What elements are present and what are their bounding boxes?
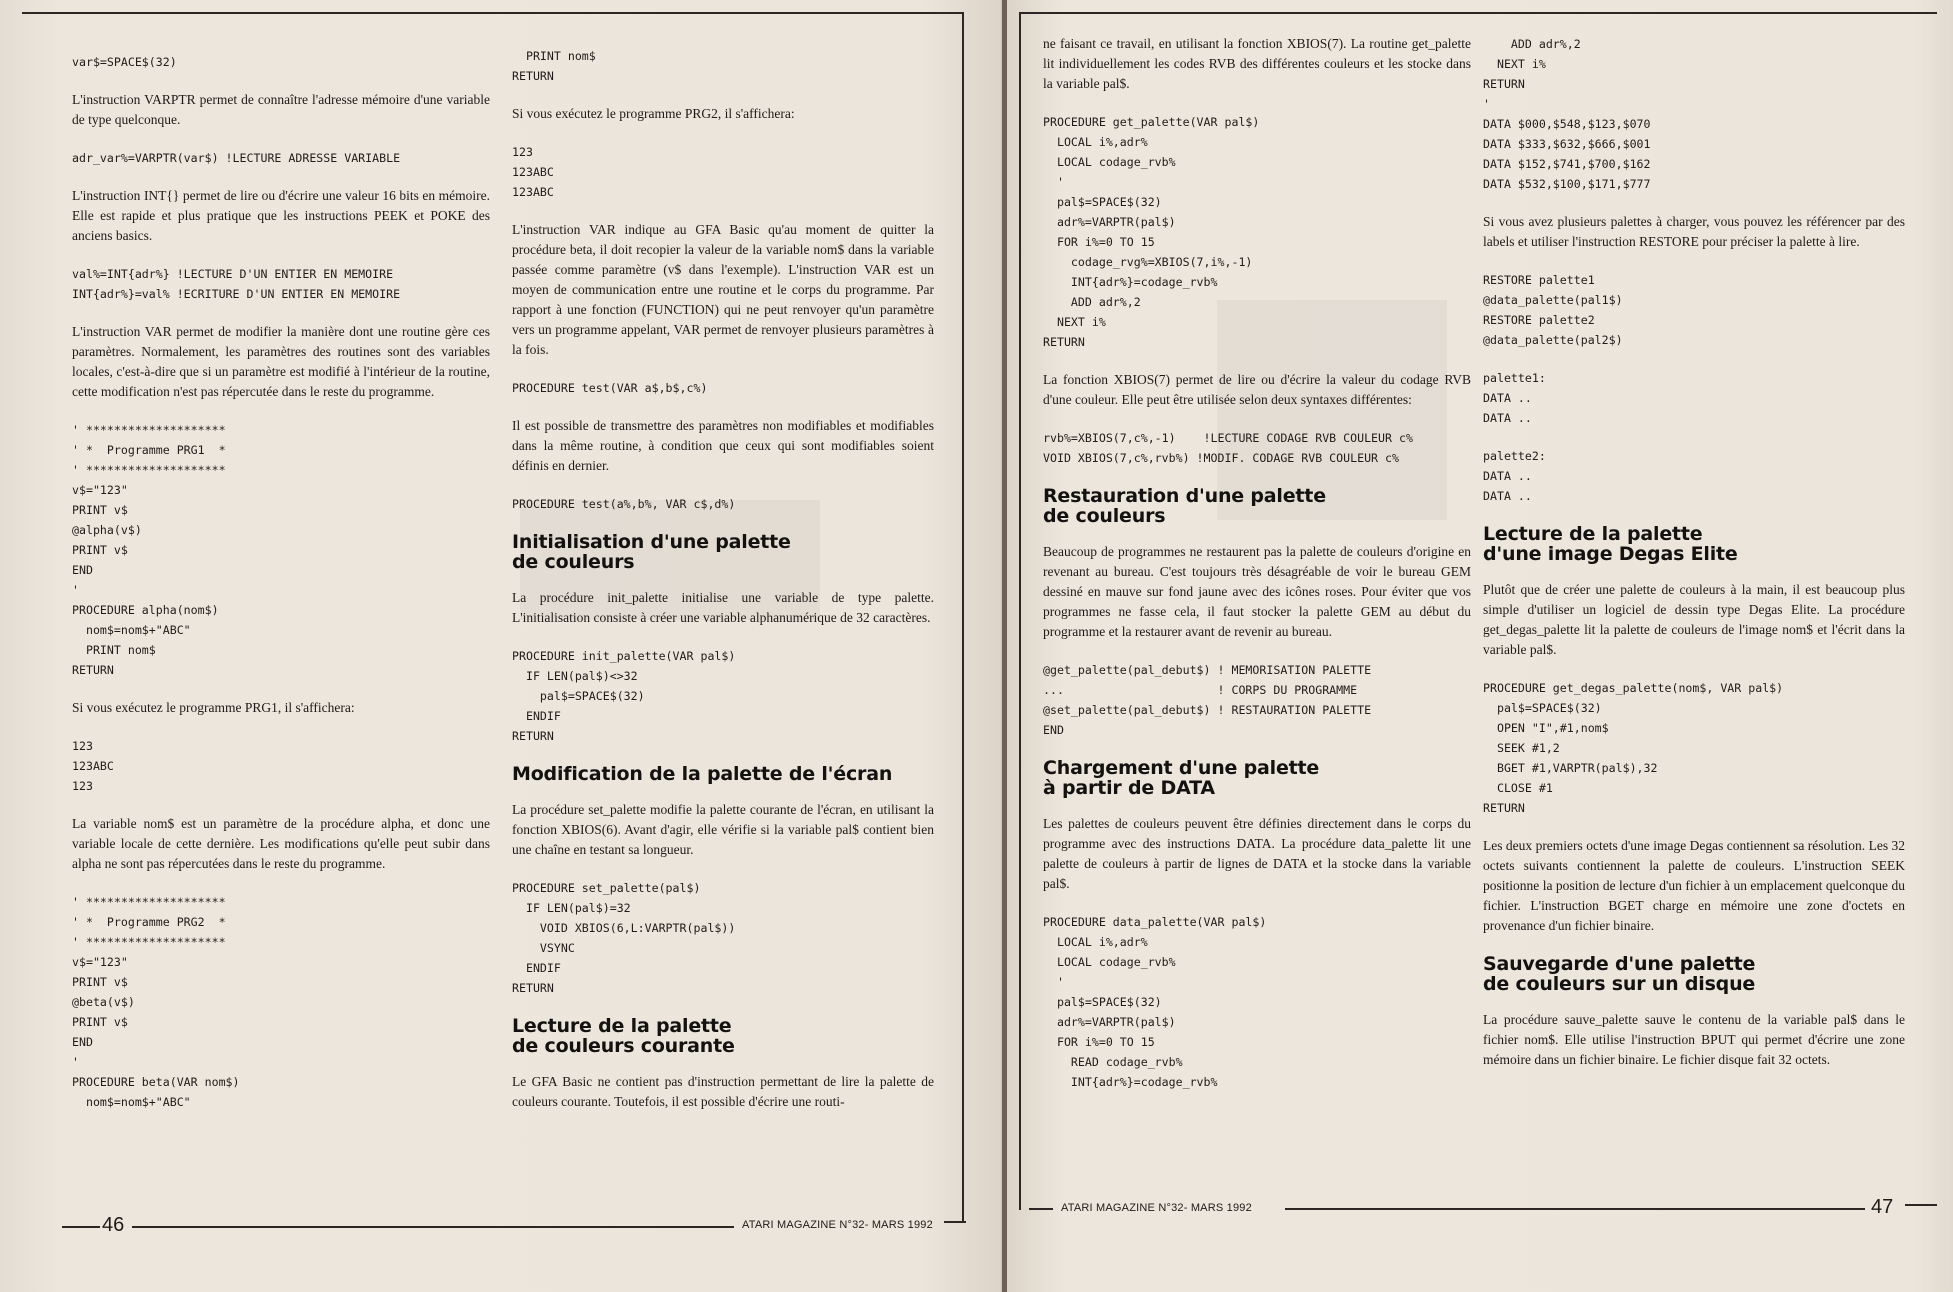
footer-rule bbox=[1285, 1208, 1865, 1210]
paragraph: Si vous exécutez le programme PRG1, il s'affichera: bbox=[72, 700, 355, 715]
code-block: RESTORE palette1 @data_palette(pal1$) RESTORE palette2 @data_palette(pal2$) bbox=[1483, 273, 1623, 347]
code-block: val%=INT{adr%} !LECTURE D'UN ENTIER EN MEMOIRE INT{adr%}=val% !ECRITURE D'UN ENTIER EN MEMOIRE bbox=[72, 267, 401, 301]
code-block: palette1: DATA .. DATA .. bbox=[1483, 371, 1546, 425]
paragraph: Plutôt que de créer une palette de couleurs à la main, il est beaucoup plus simple d'utiliser un logiciel de dessin type Degas Elite. La procédure get_degas_palette lit la palette de couleurs de l'image nom$ et l'écrit dans la variable pal$. bbox=[1483, 582, 1905, 657]
footer-magazine: ATARI MAGAZINE N°32- MARS 1992 bbox=[1061, 1202, 1252, 1214]
code-block: 123 123ABC 123ABC bbox=[512, 145, 554, 199]
paragraph: Si vous exécutez le programme PRG2, il s'affichera: bbox=[512, 106, 795, 121]
section-heading: Modification de la palette de l'écran bbox=[512, 763, 893, 785]
code-block: ' ******************** ' * Programme PRG2 * ' ******************** v$="123" PRINT v$ @beta(v$) PRINT v$ END ' PROCEDURE beta(VAR nom$) nom$=nom$+"ABC" bbox=[72, 895, 240, 1109]
code-block: var$=SPACE$(32) bbox=[72, 55, 177, 69]
code-block: PROCEDURE test(a%,b%, VAR c$,d%) bbox=[512, 497, 736, 511]
paragraph: La fonction XBIOS(7) permet de lire ou d'écrire la valeur du codage RVB d'une couleur. Elle peut être utilisée selon deux syntaxes différentes: bbox=[1043, 372, 1471, 407]
paragraph: L'instruction VARPTR permet de connaître l'adresse mémoire d'une variable de type quelconque. bbox=[72, 92, 490, 127]
paragraph: Beaucoup de programmes ne restaurent pas la palette de couleurs d'origine en revenant au bureau. C'est toujours très désagréable de voir le bureau GEM dessiné en mauve sur fond jaune avec des icônes roses. Pour éviter que vos programmes ne fasse cela, il faut stocker la palette GEM au début du programme et la restaurer avant de revenir au bureau. bbox=[1043, 544, 1471, 639]
paragraph: L'instruction VAR indique au GFA Basic qu'au moment de quitter la procédure beta, il doit recopier la valeur de la variable nom$ dans la variable passée comme paramètre (v$ dans l'exemple). L'instruction VAR est un moyen de communication entre une routine et le corps du programme. Par rapport à une fonction (FUNCTION) qui ne peut renvoyer qu'un paramètre vers un programme appelant, VAR permet de renvoyer plusieurs paramètres à la fois. bbox=[512, 222, 934, 357]
code-block: PRINT nom$ RETURN bbox=[512, 49, 596, 83]
paragraph: La procédure set_palette modifie la palette courante de l'écran, en utilisant la fonction XBIOS(6). Avant d'agir, elle vérifie si la variable pal$ contient bien une chaîne en testant sa longueur. bbox=[512, 802, 934, 857]
code-block: 123 123ABC 123 bbox=[72, 739, 114, 793]
paragraph: Les palettes de couleurs peuvent être définies directement dans le corps du programme avec des instructions DATA. La procédure data_palette lit une palette de couleurs à partir de lignes de DATA et la stocke dans la variable pal$. bbox=[1043, 816, 1471, 891]
paragraph: L'instruction INT{} permet de lire ou d'écrire une valeur 16 bits en mémoire. Elle est rapide et plus pratique que les instructions PEEK et POKE des anciens basics. bbox=[72, 188, 490, 243]
paragraph: Il est possible de transmettre des paramètres non modifiables et modifiables dans la même routine, à condition que ceux qui sont modifiables soient définis en dernier. bbox=[512, 418, 934, 473]
code-block: palette2: DATA .. DATA .. bbox=[1483, 449, 1546, 503]
section-heading: Lecture de la palette de couleurs courante bbox=[512, 1015, 735, 1057]
section-heading: Restauration d'une palette de couleurs bbox=[1043, 485, 1326, 527]
code-block: adr_var%=VARPTR(var$) !LECTURE ADRESSE VARIABLE bbox=[72, 151, 401, 165]
footer-rule bbox=[1905, 1204, 1937, 1206]
right-column-1 bbox=[1043, 34, 1471, 1110]
code-block: ADD adr%,2 NEXT i% RETURN ' DATA $000,$548,$123,$070 DATA $333,$632,$666,$001 DATA $152,$741,$700,$162 DATA $532,$100,$171,$777 bbox=[1483, 37, 1651, 191]
section-heading: Initialisation d'une palette de couleurs bbox=[512, 531, 791, 573]
left-column-2 bbox=[512, 46, 934, 1130]
footer-rule bbox=[132, 1226, 734, 1228]
paragraph: La procédure sauve_palette sauve le contenu de la variable pal$ dans le fichier nom$. Elle utilise l'instruction BPUT qui permet d'écrire une zone mémoire dans un fichier binaire. Le fichier disque fait 32 octets. bbox=[1483, 1012, 1905, 1067]
code-block: PROCEDURE get_degas_palette(nom$, VAR pal$) pal$=SPACE$(32) OPEN "I",#1,nom$ SEEK #1,2 BGET #1,VARPTR(pal$),32 CLOSE #1 RETURN bbox=[1483, 681, 1784, 815]
footer-rule bbox=[944, 1221, 966, 1223]
code-block: PROCEDURE data_palette(VAR pal$) LOCAL i%,adr% LOCAL codage_rvb% ' pal$=SPACE$(32) adr%=VARPTR(pal$) FOR i%=0 TO 15 READ codage_rvb% INT{adr%}=codage_rvb% bbox=[1043, 915, 1267, 1089]
paragraph: ne faisant ce travail, en utilisant la fonction XBIOS(7). La routine get_palette lit individuellement les codes RVB des différentes couleurs et les stocke dans la variable pal$. bbox=[1043, 36, 1471, 91]
code-block: rvb%=XBIOS(7,c%,-1) !LECTURE CODAGE RVB COULEUR c% VOID XBIOS(7,c%,rvb%) !MODIF. CODAGE RVB COULEUR c% bbox=[1043, 431, 1413, 465]
paragraph: Si vous avez plusieurs palettes à charger, vous pouvez les référencer par des labels et utiliser l'instruction RESTORE pour préciser la palette à lire. bbox=[1483, 214, 1905, 249]
code-block: PROCEDURE init_palette(VAR pal$) IF LEN(pal$)<>32 pal$=SPACE$(32) ENDIF RETURN bbox=[512, 649, 736, 743]
right-column-2 bbox=[1483, 34, 1905, 1088]
code-block: PROCEDURE set_palette(pal$) IF LEN(pal$)=32 VOID XBIOS(6,L:VARPTR(pal$)) VSYNC ENDIF RETURN bbox=[512, 881, 736, 995]
paragraph: Les deux premiers octets d'une image Degas contiennent sa résolution. Les 32 octets suivants contiennent la palette de couleurs. L'instruction SEEK positionne la position de lecture d'un fichier à un emplacement quelconque du fichier. L'instruction BGET charge en mémoire une zone d'octets en provenance d'un fichier binaire. bbox=[1483, 838, 1905, 933]
code-block: PROCEDURE test(VAR a$,b$,c%) bbox=[512, 381, 708, 395]
section-heading: Lecture de la palette d'une image Degas Elite bbox=[1483, 523, 1738, 565]
footer-rule bbox=[62, 1226, 100, 1228]
section-heading: Chargement d'une palette à partir de DATA bbox=[1043, 757, 1320, 799]
code-block: PROCEDURE get_palette(VAR pal$) LOCAL i%,adr% LOCAL codage_rvb% ' pal$=SPACE$(32) adr%=VARPTR(pal$) FOR i%=0 TO 15 codage_rvg%=XBIOS(7,i%,-1) INT{adr%}=codage_rvb% ADD adr%,2 NEXT i% RETURN bbox=[1043, 115, 1260, 349]
page-number: 47 bbox=[1871, 1196, 1894, 1218]
footer-rule bbox=[1029, 1208, 1053, 1210]
paragraph: Le GFA Basic ne contient pas d'instruction permettant de lire la palette de couleurs courante. Toutefois, il est possible d'écrire une routi- bbox=[512, 1074, 934, 1109]
footer-magazine: ATARI MAGAZINE N°32- MARS 1992 bbox=[742, 1219, 933, 1231]
code-block: ' ******************** ' * Programme PRG1 * ' ******************** v$="123" PRINT v$ @alpha(v$) PRINT v$ END ' PROCEDURE alpha(nom$) nom$=nom$+"ABC" PRINT nom$ RETURN bbox=[72, 423, 226, 677]
paragraph: La procédure init_palette initialise une variable de type palette. L'initialisation consiste à créer une variable alphanumérique de 32 caractères. bbox=[512, 590, 934, 625]
paragraph: L'instruction VAR permet de modifier la manière dont une routine gère ces paramètres. Normalement, les paramètres des routines sont des variables locales, c'est-à-dire que si un paramètre est modifié à l'intérieur de la routine, cette modification n'est pas répercutée dans le reste du programme. bbox=[72, 324, 490, 399]
page-number: 46 bbox=[102, 1214, 125, 1236]
right-page bbox=[1007, 0, 1953, 1292]
left-column-1 bbox=[72, 52, 490, 1130]
code-block: @get_palette(pal_debut$) ! MEMORISATION PALETTE ... ! CORPS DU PROGRAMME @set_palette(pal_debut$) ! RESTAURATION PALETTE END bbox=[1043, 663, 1372, 737]
paragraph: La variable nom$ est un paramètre de la procédure alpha, et donc une variable locale de cette dernière. Les modifications qu'elle peut subir dans alpha ne sont pas répercutées dans le reste du programme. bbox=[72, 816, 490, 871]
section-heading: Sauvegarde d'une palette de couleurs sur un disque bbox=[1483, 953, 1756, 995]
